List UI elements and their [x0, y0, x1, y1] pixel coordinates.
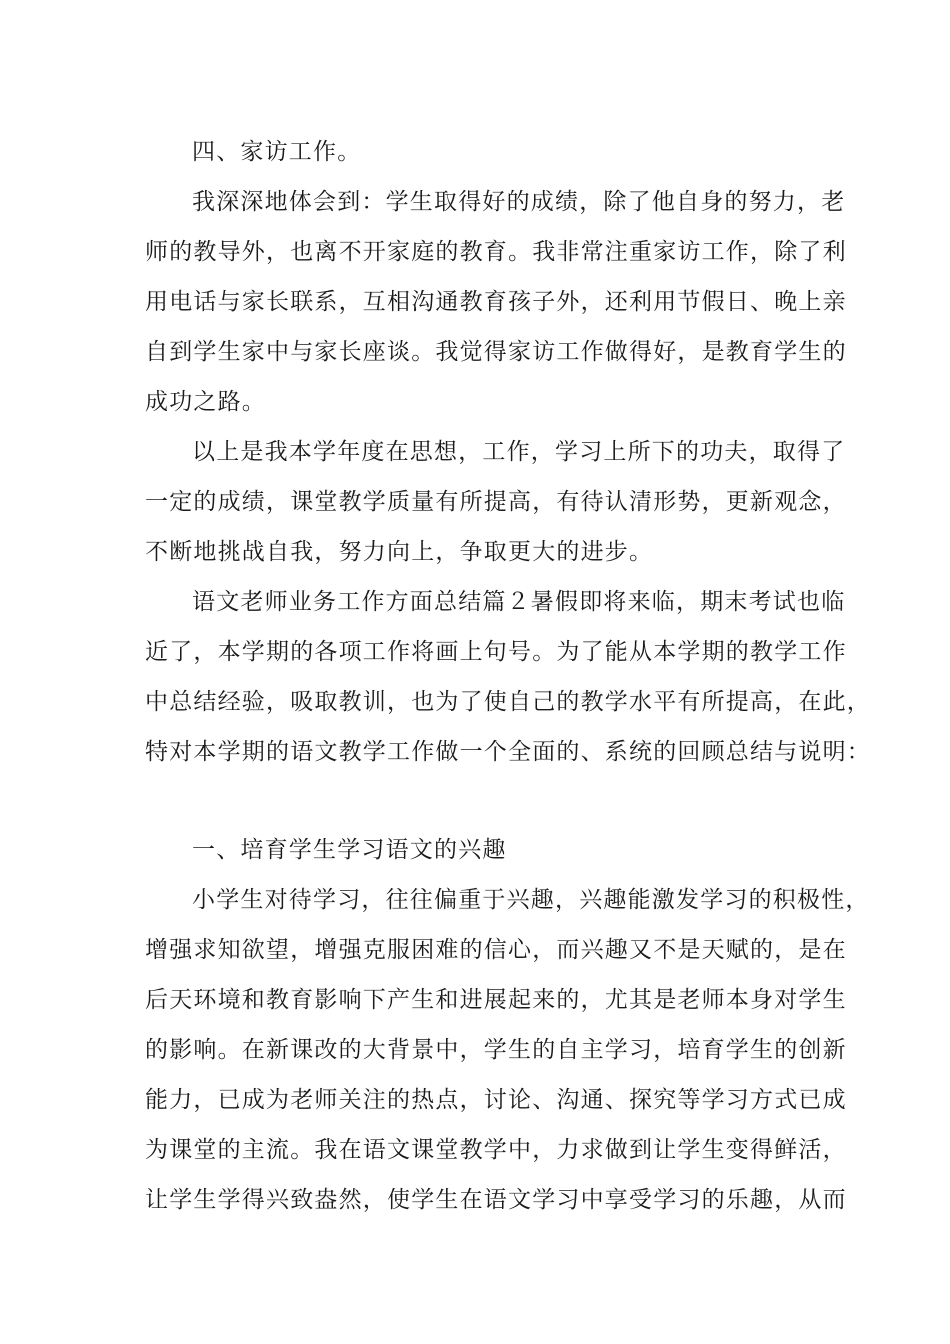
- paragraph-line: 让学生学得兴致盎然，使学生在语文学习中享受学习的乐趣，从而: [145, 1187, 847, 1213]
- paragraph-line: 中总结经验，吸取教训，也为了使自己的教学水平有所提高，在此，: [145, 689, 871, 715]
- paragraph-line: 能力，已成为老师关注的热点，讨论、沟通、探究等学习方式已成: [145, 1087, 847, 1113]
- paragraph-line: 一定的成绩，课堂教学质量有所提高，有待认清形势，更新观念，: [145, 489, 847, 515]
- paragraph-line: 用电话与家长联系，互相沟通教育孩子外，还利用节假日、晚上亲: [145, 289, 847, 315]
- section-heading: 四、家访工作。: [192, 139, 362, 165]
- paragraph-line: 语文老师业务工作方面总结篇２暑假即将来临，期末考试也临: [192, 589, 846, 615]
- paragraph-line: 后天环境和教育影响下产生和进展起来的，尤其是老师本身对学生: [145, 987, 847, 1013]
- paragraph-line: 自到学生家中与家长座谈。我觉得家访工作做得好，是教育学生的: [145, 339, 847, 365]
- paragraph-line: 以上是我本学年度在思想，工作，学习上所下的功夫，取得了: [192, 439, 846, 465]
- paragraph-line: 小学生对待学习，往往偏重于兴趣，兴趣能激发学习的积极性，: [192, 887, 870, 913]
- paragraph-line: 不断地挑战自我，努力向上，争取更大的进步。: [145, 539, 654, 565]
- paragraph-line: 成功之路。: [145, 389, 266, 415]
- paragraph-line: 特对本学期的语文教学工作做一个全面的、系统的回顾总结与说明：: [145, 739, 871, 765]
- paragraph-line: 为课堂的主流。我在语文课堂教学中，力求做到让学生变得鲜活，: [145, 1137, 847, 1163]
- paragraph-line: 增强求知欲望，增强克服困难的信心，而兴趣又不是天赋的，是在: [145, 937, 847, 963]
- paragraph-line: 我深深地体会到：学生取得好的成绩，除了他自身的努力，老: [192, 189, 846, 215]
- paragraph-line: 师的教导外，也离不开家庭的教育。我非常注重家访工作，除了利: [145, 239, 847, 265]
- paragraph-line: 近了，本学期的各项工作将画上句号。为了能从本学期的教学工作: [145, 639, 847, 665]
- paragraph-line: 的影响。在新课改的大背景中，学生的自主学习，培育学生的创新: [145, 1037, 847, 1063]
- section-heading: 一、培育学生学习语文的兴趣: [192, 837, 507, 863]
